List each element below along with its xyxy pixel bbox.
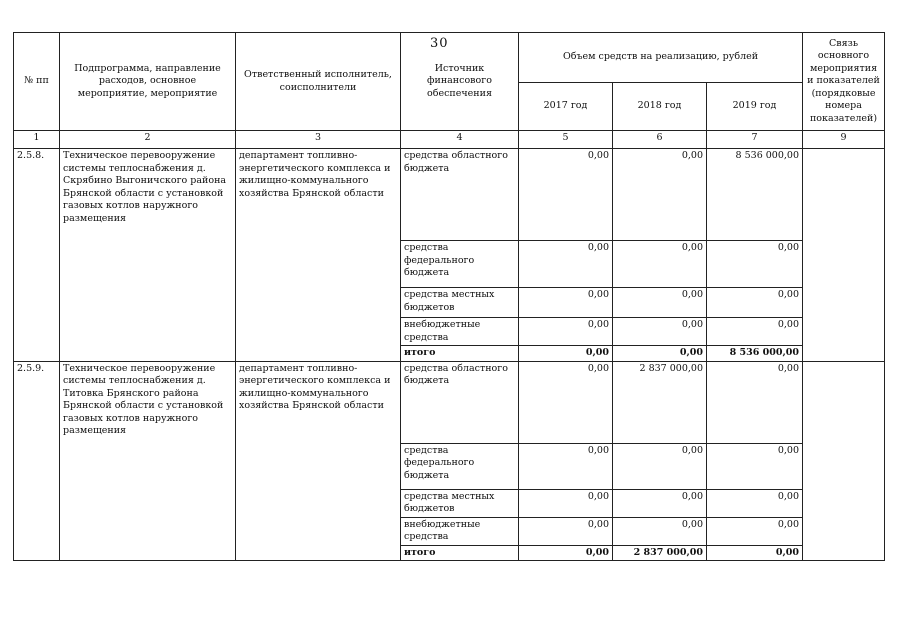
header-volume: Объем средств на реализацию, рублей <box>519 33 803 83</box>
value-2018: 0,00 <box>613 517 707 545</box>
value-2019: 8 536 000,00 <box>707 149 803 241</box>
column-number: 5 <box>519 131 613 149</box>
value-2017: 0,00 <box>519 241 613 288</box>
header-link: Связь основного мероприятия и показателей (порядковые номера показателей) <box>803 33 885 131</box>
total-2018: 0,00 <box>613 346 707 362</box>
table-row <box>14 361 885 443</box>
value-2019: 0,00 <box>707 318 803 346</box>
value-2019: 0,00 <box>707 241 803 288</box>
value-2018: 0,00 <box>613 443 707 489</box>
header-source: Источник финансового обеспечения <box>401 33 519 131</box>
row-id: 2.5.8. <box>14 149 60 362</box>
source-label: средства областного бюджета <box>401 361 519 443</box>
value-2019: 0,00 <box>707 517 803 545</box>
value-2017: 0,00 <box>519 443 613 489</box>
header-program: Подпрограмма, направление расходов, основное мероприятие, мероприятие <box>60 33 236 131</box>
value-2017: 0,00 <box>519 318 613 346</box>
value-2018: 0,00 <box>613 318 707 346</box>
value-2017: 0,00 <box>519 361 613 443</box>
header-year-2018: 2018 год <box>613 83 707 131</box>
column-number: 3 <box>236 131 401 149</box>
value-2019: 0,00 <box>707 489 803 517</box>
row-program-name: Техническое перевооружение системы теплоснабжения д. Скрябино Выгоничского района Брянской области с установкой газовых котлов наружного размещения <box>60 149 236 362</box>
header-executor: Ответственный исполнитель, соисполнители <box>236 33 401 131</box>
value-2017: 0,00 <box>519 489 613 517</box>
table-row <box>14 149 885 241</box>
header-number: № пп <box>14 33 60 131</box>
row-id: 2.5.9. <box>14 361 60 561</box>
row-link <box>803 149 885 362</box>
total-2017: 0,00 <box>519 545 613 561</box>
header-row <box>14 33 885 83</box>
column-number: 1 <box>14 131 60 149</box>
value-2018: 0,00 <box>613 149 707 241</box>
column-number: 4 <box>401 131 519 149</box>
value-2018: 0,00 <box>613 288 707 318</box>
source-label: средства областного бюджета <box>401 149 519 241</box>
row-executor: департамент топливно-энергетического комплекса и жилищно-коммунального хозяйства Брянской области <box>236 149 401 362</box>
total-2017: 0,00 <box>519 346 613 362</box>
source-label-total: итого <box>401 545 519 561</box>
source-label: внебюджетные средства <box>401 517 519 545</box>
value-2017: 0,00 <box>519 288 613 318</box>
page-number: 30 <box>430 36 449 51</box>
value-2018: 2 837 000,00 <box>613 361 707 443</box>
row-link <box>803 361 885 561</box>
source-label: внебюджетные средства <box>401 318 519 346</box>
value-2019: 0,00 <box>707 443 803 489</box>
total-2018: 2 837 000,00 <box>613 545 707 561</box>
source-label: средства местных бюджетов <box>401 288 519 318</box>
value-2019: 0,00 <box>707 361 803 443</box>
value-2018: 0,00 <box>613 489 707 517</box>
source-label: средства федерального бюджета <box>401 443 519 489</box>
column-number: 2 <box>60 131 236 149</box>
header-year-2017: 2017 год <box>519 83 613 131</box>
value-2019: 0,00 <box>707 288 803 318</box>
source-label: средства местных бюджетов <box>401 489 519 517</box>
source-label-total: итого <box>401 346 519 362</box>
value-2017: 0,00 <box>519 517 613 545</box>
value-2018: 0,00 <box>613 241 707 288</box>
column-numbers-row <box>14 131 885 149</box>
budget-table <box>13 32 885 561</box>
total-2019: 0,00 <box>707 545 803 561</box>
row-executor: департамент топливно-энергетического комплекса и жилищно-коммунального хозяйства Брянской области <box>236 361 401 561</box>
total-2019: 8 536 000,00 <box>707 346 803 362</box>
header-year-2019: 2019 год <box>707 83 803 131</box>
value-2017: 0,00 <box>519 149 613 241</box>
column-number: 9 <box>803 131 885 149</box>
source-label: средства федерального бюджета <box>401 241 519 288</box>
column-number: 7 <box>707 131 803 149</box>
row-program-name: Техническое перевооружение системы теплоснабжения д. Титовка Брянского района Брянской области с установкой газовых котлов наружного размещения <box>60 361 236 561</box>
column-number: 6 <box>613 131 707 149</box>
